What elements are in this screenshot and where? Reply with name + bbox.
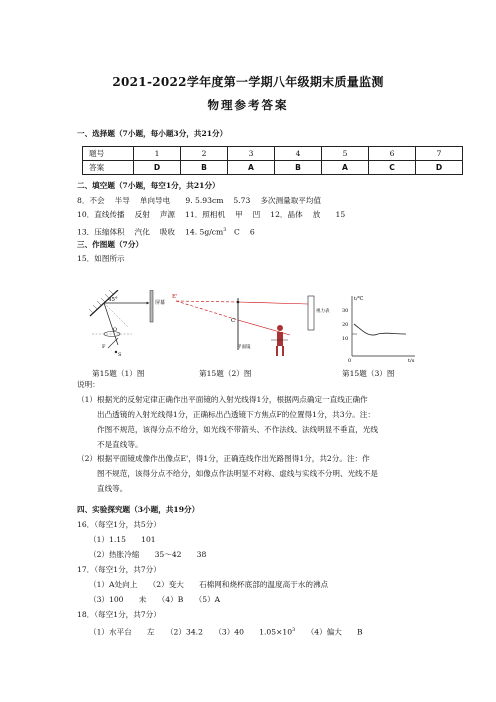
table-cell: B (275, 161, 322, 175)
table-cell: C (369, 161, 416, 175)
table-row (83, 161, 463, 175)
fig2-caption: 第15题（2）图 (199, 369, 252, 378)
table-header-cell: 答案 (83, 161, 134, 175)
fig2-c-label: C (231, 318, 236, 324)
fig3-ylabel: t/℃ (354, 296, 364, 302)
figure-15-2 (170, 290, 330, 365)
explain-label: 说明： (77, 380, 100, 389)
note2-line3: 直线等。 (97, 484, 128, 493)
section2-heading: 二、填空题（7小题，每空1分，共21分） (77, 181, 220, 190)
table-cell: D (416, 161, 463, 175)
fig3-xlabel: t/s (408, 358, 415, 364)
table-cell: A (322, 161, 369, 175)
figure-15-3 (340, 294, 420, 364)
page-subtitle: 物理参考答案 (207, 98, 289, 112)
q17-answer-2: （3）100 未 （4）B （5）A (89, 595, 221, 604)
table-cell: A (228, 161, 275, 175)
table-cell: 5 (322, 147, 369, 161)
fill-line-1: 8．不会 半导 单向导电 9. 5.93cm 5.73 多次测量取平均值 (77, 196, 322, 205)
section3-heading: 三、作图题（7分） (77, 240, 144, 249)
q16-answer-2: （2）热胀冷缩 35～42 38 (89, 550, 207, 559)
fig1-angle-label: 45° (108, 297, 118, 303)
fig1-s-label: S (118, 352, 122, 358)
fig3-caption: 第15题（3）图 (342, 369, 395, 378)
note1-line1: （1）根据光的反射定律正确作出平面镜的入射光线得1分，根据两点确定一直线正确作 (77, 395, 368, 404)
q17-heading: 17．（每空1分，共7分） (77, 565, 161, 574)
fig3-tick: 30 (342, 308, 349, 314)
note1-line3: 作图不规范，该得分点不给分，如光线不带箭头、不作法线、法线明显不垂直，光线 (97, 425, 378, 434)
table-cell: 3 (228, 147, 275, 161)
table-cell: 7 (416, 147, 463, 161)
q17-answer-1: （1）A处向上 （2）变大 石棉网和烧杯底部的温度高于水的沸点 (89, 580, 329, 589)
table-cell: D (134, 161, 181, 175)
fig2-e-label: E' (172, 294, 178, 300)
fill-line-3: 13．压缩体积 汽化 吸收 14. $5g/cm^3$ C 6 (77, 227, 255, 237)
note1-line4: 不是直线等。 (97, 440, 143, 449)
table-cell: 4 (275, 147, 322, 161)
fig1-f-label: F (102, 344, 106, 350)
fig2-mirror-label: 平面镜 (237, 345, 251, 350)
page-title: 2021-2022学年度第一学期八年级期末质量监测 (112, 75, 384, 89)
fig3-origin: 0 (348, 358, 352, 364)
q18-answer-1: （1）水平台 左 （2）34.2 （3）40 $1.05\times 10^3$ （4）偏大 B (89, 627, 363, 637)
figure-15-1 (88, 290, 168, 360)
fill-line-2: 10．直线传播 反射 声源 11．照相机 甲 凹 12．晶体 放 15 (77, 210, 346, 219)
table-cell: 1 (134, 147, 181, 161)
fig1-caption: 第15题（1）图 (92, 369, 145, 378)
fig1-o-label: O (113, 327, 118, 333)
fig2-chart-label: 视力表 (316, 309, 330, 314)
q18-heading: 18．（每空1分，共7分） (77, 610, 161, 619)
note2-line2: 图不规范，该得分点不给分，如像点作法明显不对称、虚线与实线不分明、光线不是 (97, 469, 378, 478)
fig1-screen-label: 屏幕 (155, 300, 166, 306)
q16-answer-1: （1）1.15 101 (89, 535, 156, 544)
note2-line1: （2）根据平面镜成像作出像点E'，得1分，正确连线作出光路图得1分，共2分。注：作 (77, 454, 370, 463)
answer-table (82, 146, 463, 175)
table-row (83, 147, 463, 161)
fig3-tick: 20 (342, 322, 349, 328)
section1-heading: 一、选择题（7小题，每小题3分，共21分） (77, 129, 228, 138)
note1-line2: 出凸透镜的入射光线得1分，正确标出凸透镜下方焦点F的位置得1分，共3分。注： (97, 410, 375, 419)
q16-heading: 16．（每空1分，共5分） (77, 520, 161, 529)
q15-text: 15．如图所示 (77, 254, 125, 263)
table-header-cell: 题号 (83, 147, 134, 161)
table-cell: 2 (181, 147, 228, 161)
table-cell: 6 (369, 147, 416, 161)
fig3-tick: 10 (342, 336, 349, 342)
table-cell: B (181, 161, 228, 175)
section4-heading: 四、实验探究题（3小题，共19分） (77, 505, 200, 514)
